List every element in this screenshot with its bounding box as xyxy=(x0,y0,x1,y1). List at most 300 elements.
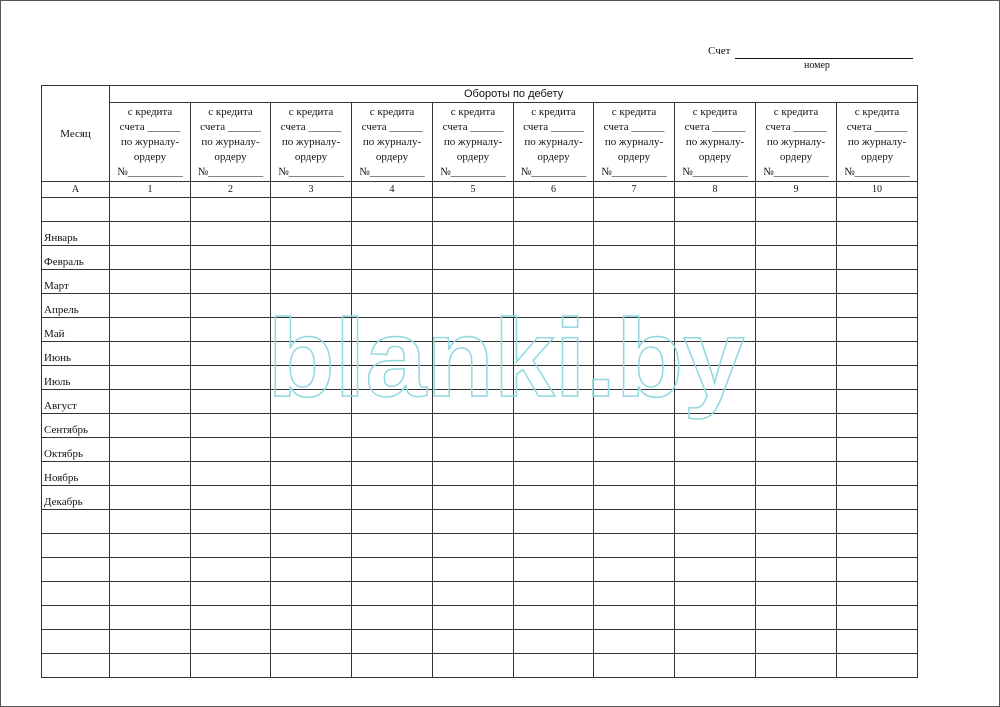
entry-cell[interactable] xyxy=(271,558,352,582)
entry-cell[interactable] xyxy=(433,558,514,582)
entry-cell[interactable] xyxy=(110,462,191,486)
column-header-line: по журналу- xyxy=(847,135,907,148)
column-header-line: счета ______ xyxy=(200,120,261,133)
entry-cell[interactable] xyxy=(191,246,271,270)
column-header-8 xyxy=(675,103,756,182)
entry-cell[interactable] xyxy=(191,270,271,294)
entry-cell[interactable] xyxy=(594,342,675,366)
column-header-line: с кредита xyxy=(854,105,900,118)
column-header-9 xyxy=(756,103,837,182)
entry-cell[interactable] xyxy=(756,606,837,630)
month-cell: Ноябрь xyxy=(42,462,110,486)
entry-cell[interactable] xyxy=(514,582,594,606)
table-row xyxy=(42,246,918,270)
entry-cell[interactable] xyxy=(271,414,352,438)
entry-cell[interactable] xyxy=(594,606,675,630)
entry-cell[interactable] xyxy=(352,366,433,390)
column-number: 6 xyxy=(514,182,594,198)
entry-cell[interactable] xyxy=(110,438,191,462)
entry-cell[interactable] xyxy=(756,630,837,654)
column-number: 2 xyxy=(191,182,271,198)
entry-cell[interactable] xyxy=(837,342,918,366)
entry-cell[interactable] xyxy=(110,414,191,438)
entry-cell[interactable] xyxy=(271,198,352,222)
entry-cell[interactable] xyxy=(837,270,918,294)
entry-cell[interactable] xyxy=(271,654,352,678)
column-number: 1 xyxy=(110,182,191,198)
entry-cell[interactable] xyxy=(352,582,433,606)
entry-cell[interactable] xyxy=(271,630,352,654)
entry-cell[interactable] xyxy=(756,198,837,222)
entry-cell[interactable] xyxy=(756,246,837,270)
entry-cell[interactable] xyxy=(271,342,352,366)
entry-cell[interactable] xyxy=(594,534,675,558)
entry-cell[interactable] xyxy=(352,270,433,294)
entry-cell[interactable] xyxy=(110,510,191,534)
entry-cell[interactable] xyxy=(514,390,594,414)
entry-cell[interactable] xyxy=(837,510,918,534)
entry-cell[interactable] xyxy=(110,654,191,678)
column-header-line: по журналу- xyxy=(201,135,260,148)
column-header-line: с кредита xyxy=(773,105,819,118)
entry-cell[interactable] xyxy=(675,414,756,438)
entry-cell[interactable] xyxy=(110,342,191,366)
entry-cell[interactable] xyxy=(594,654,675,678)
entry-cell[interactable] xyxy=(191,438,271,462)
entry-cell[interactable] xyxy=(756,414,837,438)
table-row xyxy=(42,654,918,678)
entry-cell[interactable] xyxy=(352,534,433,558)
column-header-line: ордеру xyxy=(537,150,570,163)
entry-cell[interactable] xyxy=(756,534,837,558)
column-header-line: ордеру xyxy=(375,150,409,163)
column-header-line: по журналу- xyxy=(281,135,341,148)
entry-cell[interactable] xyxy=(514,294,594,318)
entry-cell[interactable] xyxy=(271,318,352,342)
entry-cell[interactable] xyxy=(675,294,756,318)
entry-cell[interactable] xyxy=(837,558,918,582)
entry-cell[interactable] xyxy=(433,270,514,294)
column-header-line: счета ______ xyxy=(684,120,746,133)
entry-cell[interactable] xyxy=(756,342,837,366)
entry-cell[interactable] xyxy=(433,606,514,630)
entry-cell[interactable] xyxy=(352,198,433,222)
entry-cell[interactable] xyxy=(514,630,594,654)
entry-cell[interactable] xyxy=(594,582,675,606)
table-row xyxy=(42,438,918,462)
entry-cell[interactable] xyxy=(594,630,675,654)
entry-cell[interactable] xyxy=(191,366,271,390)
entry-cell[interactable] xyxy=(837,630,918,654)
entry-cell[interactable] xyxy=(837,390,918,414)
entry-cell[interactable] xyxy=(675,366,756,390)
table-row xyxy=(42,318,918,342)
entry-cell[interactable] xyxy=(514,198,594,222)
entry-cell[interactable] xyxy=(675,558,756,582)
column-header-line: с кредита xyxy=(692,105,738,118)
month-cell: Март xyxy=(42,270,110,294)
entry-cell[interactable] xyxy=(352,558,433,582)
column-header-line: ордеру xyxy=(860,150,894,163)
table-row xyxy=(42,606,918,630)
entry-cell[interactable] xyxy=(837,534,918,558)
column-header-6 xyxy=(514,103,594,182)
entry-cell[interactable] xyxy=(352,486,433,510)
entry-cell[interactable] xyxy=(110,318,191,342)
column-header-line: счета ______ xyxy=(603,120,665,133)
column-header-line: с кредита xyxy=(450,105,496,118)
entry-cell[interactable] xyxy=(675,390,756,414)
column-header-line: №__________ xyxy=(682,165,748,178)
entry-cell[interactable] xyxy=(191,198,271,222)
entry-cell[interactable] xyxy=(594,294,675,318)
entry-cell[interactable] xyxy=(271,438,352,462)
entry-cell[interactable] xyxy=(837,606,918,630)
column-header-line: №__________ xyxy=(278,165,344,178)
column-number: 7 xyxy=(594,182,675,198)
entry-cell[interactable] xyxy=(352,246,433,270)
month-cell: Октябрь xyxy=(42,438,110,462)
column-header-line: №__________ xyxy=(763,165,829,178)
column-header-line: счета ______ xyxy=(523,120,584,133)
column-header-line: с кредита xyxy=(208,105,253,118)
entry-cell[interactable] xyxy=(837,366,918,390)
entry-cell[interactable] xyxy=(110,390,191,414)
entry-cell[interactable] xyxy=(110,270,191,294)
entry-cell[interactable] xyxy=(594,318,675,342)
entry-cell[interactable] xyxy=(837,222,918,246)
column-number: 5 xyxy=(433,182,514,198)
month-cell xyxy=(42,654,110,678)
entry-cell[interactable] xyxy=(675,342,756,366)
table-title: Обороты по дебету xyxy=(110,86,918,103)
entry-cell[interactable] xyxy=(433,222,514,246)
month-cell xyxy=(42,606,110,630)
column-header-line: счета ______ xyxy=(280,120,342,133)
entry-cell[interactable] xyxy=(433,294,514,318)
entry-cell[interactable] xyxy=(675,654,756,678)
month-cell xyxy=(42,630,110,654)
entry-cell[interactable] xyxy=(271,606,352,630)
entry-cell[interactable] xyxy=(837,438,918,462)
entry-cell[interactable] xyxy=(352,510,433,534)
column-header-line: по журналу- xyxy=(685,135,745,148)
entry-cell[interactable] xyxy=(433,438,514,462)
entry-cell[interactable] xyxy=(594,486,675,510)
entry-cell[interactable] xyxy=(594,246,675,270)
column-number: 9 xyxy=(756,182,837,198)
entry-cell[interactable] xyxy=(352,342,433,366)
account-number-line[interactable] xyxy=(735,58,913,59)
entry-cell[interactable] xyxy=(271,462,352,486)
entry-cell[interactable] xyxy=(433,534,514,558)
entry-cell[interactable] xyxy=(191,606,271,630)
entry-cell[interactable] xyxy=(594,558,675,582)
entry-cell[interactable] xyxy=(514,486,594,510)
column-numbering-row xyxy=(42,182,918,198)
entry-cell[interactable] xyxy=(433,342,514,366)
entry-cell[interactable] xyxy=(837,294,918,318)
column-header-line: по журналу- xyxy=(604,135,664,148)
column-header-2 xyxy=(191,103,271,182)
table-row xyxy=(42,486,918,510)
column-number: 4 xyxy=(352,182,433,198)
column-header-line: ордеру xyxy=(133,150,167,163)
entry-cell[interactable] xyxy=(514,342,594,366)
column-header-line: по журналу- xyxy=(120,135,180,148)
entry-cell[interactable] xyxy=(433,390,514,414)
entry-cell[interactable] xyxy=(837,654,918,678)
column-header-line: №__________ xyxy=(359,165,425,178)
entry-cell[interactable] xyxy=(110,606,191,630)
entry-cell[interactable] xyxy=(191,222,271,246)
month-cell: Февраль xyxy=(42,246,110,270)
entry-cell[interactable] xyxy=(191,414,271,438)
entry-cell[interactable] xyxy=(514,366,594,390)
entry-cell[interactable] xyxy=(433,198,514,222)
entry-cell[interactable] xyxy=(514,438,594,462)
month-cell xyxy=(42,198,110,222)
entry-cell[interactable] xyxy=(675,486,756,510)
entry-cell[interactable] xyxy=(352,462,433,486)
entry-cell[interactable] xyxy=(756,462,837,486)
entry-cell[interactable] xyxy=(352,222,433,246)
account-label: Счет xyxy=(708,45,731,57)
entry-cell[interactable] xyxy=(756,366,837,390)
entry-cell[interactable] xyxy=(594,222,675,246)
entry-cell[interactable] xyxy=(110,486,191,510)
entry-cell[interactable] xyxy=(594,366,675,390)
month-cell xyxy=(42,582,110,606)
entry-cell[interactable] xyxy=(756,438,837,462)
column-header-10 xyxy=(837,103,918,182)
column-header-line: счета ______ xyxy=(361,120,423,133)
entry-cell[interactable] xyxy=(433,654,514,678)
entry-cell[interactable] xyxy=(675,198,756,222)
entry-cell[interactable] xyxy=(271,486,352,510)
entry-cell[interactable] xyxy=(191,390,271,414)
entry-cell[interactable] xyxy=(675,606,756,630)
entry-cell[interactable] xyxy=(271,270,352,294)
entry-cell[interactable] xyxy=(514,534,594,558)
table-row xyxy=(42,630,918,654)
column-header-line: ордеру xyxy=(456,150,490,163)
table-row xyxy=(42,510,918,534)
column-header-line: с кредита xyxy=(531,105,576,118)
entry-cell[interactable] xyxy=(271,246,352,270)
entry-cell[interactable] xyxy=(433,582,514,606)
entry-cell[interactable] xyxy=(594,414,675,438)
entry-cell[interactable] xyxy=(837,414,918,438)
entry-cell[interactable] xyxy=(352,294,433,318)
entry-cell[interactable] xyxy=(756,294,837,318)
table-row xyxy=(42,198,918,222)
entry-cell[interactable] xyxy=(756,222,837,246)
entry-cell[interactable] xyxy=(433,510,514,534)
entry-cell[interactable] xyxy=(594,510,675,534)
month-cell xyxy=(42,558,110,582)
entry-cell[interactable] xyxy=(352,318,433,342)
month-cell: Июль xyxy=(42,366,110,390)
entry-cell[interactable] xyxy=(191,342,271,366)
entry-cell[interactable] xyxy=(271,582,352,606)
month-header: Месяц xyxy=(42,86,110,182)
month-cell: Июнь xyxy=(42,342,110,366)
entry-cell[interactable] xyxy=(191,318,271,342)
entry-cell[interactable] xyxy=(675,438,756,462)
entry-cell[interactable] xyxy=(271,534,352,558)
entry-cell[interactable] xyxy=(837,318,918,342)
month-cell: Сентябрь xyxy=(42,414,110,438)
entry-cell[interactable] xyxy=(110,534,191,558)
entry-cell[interactable] xyxy=(514,270,594,294)
entry-cell[interactable] xyxy=(433,318,514,342)
month-cell: Декабрь xyxy=(42,486,110,510)
column-number: 3 xyxy=(271,182,352,198)
entry-cell[interactable] xyxy=(352,438,433,462)
entry-cell[interactable] xyxy=(191,462,271,486)
entry-cell[interactable] xyxy=(271,390,352,414)
entry-cell[interactable] xyxy=(191,630,271,654)
column-header-line: счета ______ xyxy=(765,120,827,133)
entry-cell[interactable] xyxy=(837,198,918,222)
column-header-line: №__________ xyxy=(844,165,910,178)
entry-cell[interactable] xyxy=(110,198,191,222)
entry-cell[interactable] xyxy=(352,654,433,678)
entry-cell[interactable] xyxy=(433,414,514,438)
entry-cell[interactable] xyxy=(352,414,433,438)
column-header-line: ордеру xyxy=(617,150,651,163)
entry-cell[interactable] xyxy=(433,246,514,270)
entry-cell[interactable] xyxy=(594,462,675,486)
entry-cell[interactable] xyxy=(756,318,837,342)
table-row xyxy=(42,558,918,582)
column-header-line: с кредита xyxy=(369,105,415,118)
entry-cell[interactable] xyxy=(191,294,271,318)
column-header-line: с кредита xyxy=(611,105,657,118)
entry-cell[interactable] xyxy=(756,654,837,678)
entry-cell[interactable] xyxy=(514,462,594,486)
entry-cell[interactable] xyxy=(433,462,514,486)
entry-cell[interactable] xyxy=(675,246,756,270)
entry-cell[interactable] xyxy=(110,582,191,606)
entry-cell[interactable] xyxy=(110,630,191,654)
month-cell: Август xyxy=(42,390,110,414)
column-number: 10 xyxy=(837,182,918,198)
entry-cell[interactable] xyxy=(675,582,756,606)
entry-cell[interactable] xyxy=(756,510,837,534)
entry-cell[interactable] xyxy=(514,654,594,678)
entry-cell[interactable] xyxy=(110,558,191,582)
entry-cell[interactable] xyxy=(514,246,594,270)
column-header-line: №__________ xyxy=(117,165,183,178)
entry-cell[interactable] xyxy=(191,486,271,510)
entry-cell[interactable] xyxy=(594,270,675,294)
entry-cell[interactable] xyxy=(433,486,514,510)
column-header-line: ордеру xyxy=(214,150,247,163)
entry-cell[interactable] xyxy=(594,198,675,222)
entry-cell[interactable] xyxy=(756,390,837,414)
entry-cell[interactable] xyxy=(514,558,594,582)
entry-cell[interactable] xyxy=(837,486,918,510)
entry-cell[interactable] xyxy=(675,462,756,486)
entry-cell[interactable] xyxy=(837,462,918,486)
entry-cell[interactable] xyxy=(191,510,271,534)
month-cell: Январь xyxy=(42,222,110,246)
table-row xyxy=(42,582,918,606)
column-header-line: ордеру xyxy=(698,150,732,163)
entry-cell[interactable] xyxy=(675,630,756,654)
column-header-line: №__________ xyxy=(601,165,667,178)
entry-cell[interactable] xyxy=(514,318,594,342)
column-header-line: по журналу- xyxy=(524,135,583,148)
column-header-line: с кредита xyxy=(127,105,173,118)
account-number-caption: номер xyxy=(804,60,830,71)
entry-cell[interactable] xyxy=(594,390,675,414)
entry-cell[interactable] xyxy=(191,654,271,678)
entry-cell[interactable] xyxy=(514,414,594,438)
svg-text:blanki.by: blanki.by xyxy=(267,301,745,420)
entry-cell[interactable] xyxy=(352,606,433,630)
entry-cell[interactable] xyxy=(271,510,352,534)
entry-cell[interactable] xyxy=(433,630,514,654)
column-header-line: ордеру xyxy=(294,150,328,163)
entry-cell[interactable] xyxy=(675,270,756,294)
entry-cell[interactable] xyxy=(433,366,514,390)
entry-cell[interactable] xyxy=(675,534,756,558)
entry-cell[interactable] xyxy=(594,438,675,462)
table-row xyxy=(42,270,918,294)
entry-cell[interactable] xyxy=(110,246,191,270)
month-cell xyxy=(42,510,110,534)
entry-cell[interactable] xyxy=(837,582,918,606)
entry-cell[interactable] xyxy=(514,222,594,246)
column-header-7 xyxy=(594,103,675,182)
column-header-line: счета ______ xyxy=(119,120,181,133)
entry-cell[interactable] xyxy=(675,318,756,342)
column-header-line: счета ______ xyxy=(442,120,504,133)
column-header-5 xyxy=(433,103,514,182)
entry-cell[interactable] xyxy=(271,222,352,246)
entry-cell[interactable] xyxy=(514,606,594,630)
entry-cell[interactable] xyxy=(352,630,433,654)
entry-cell[interactable] xyxy=(675,222,756,246)
entry-cell[interactable] xyxy=(352,390,433,414)
entry-cell[interactable] xyxy=(110,294,191,318)
column-header-line: по журналу- xyxy=(443,135,503,148)
table-row xyxy=(42,462,918,486)
table-row xyxy=(42,342,918,366)
entry-cell[interactable] xyxy=(514,510,594,534)
entry-cell[interactable] xyxy=(110,366,191,390)
entry-cell[interactable] xyxy=(191,534,271,558)
entry-cell[interactable] xyxy=(756,270,837,294)
column-header-line: по журналу- xyxy=(362,135,422,148)
month-cell xyxy=(42,534,110,558)
entry-cell[interactable] xyxy=(271,366,352,390)
entry-cell[interactable] xyxy=(675,510,756,534)
column-number: А xyxy=(42,182,110,198)
entry-cell[interactable] xyxy=(191,582,271,606)
entry-cell[interactable] xyxy=(756,486,837,510)
entry-cell[interactable] xyxy=(756,558,837,582)
entry-cell[interactable] xyxy=(191,558,271,582)
table-row xyxy=(42,390,918,414)
entry-cell[interactable] xyxy=(837,246,918,270)
entry-cell[interactable] xyxy=(271,294,352,318)
entry-cell[interactable] xyxy=(756,582,837,606)
entry-cell[interactable] xyxy=(110,222,191,246)
